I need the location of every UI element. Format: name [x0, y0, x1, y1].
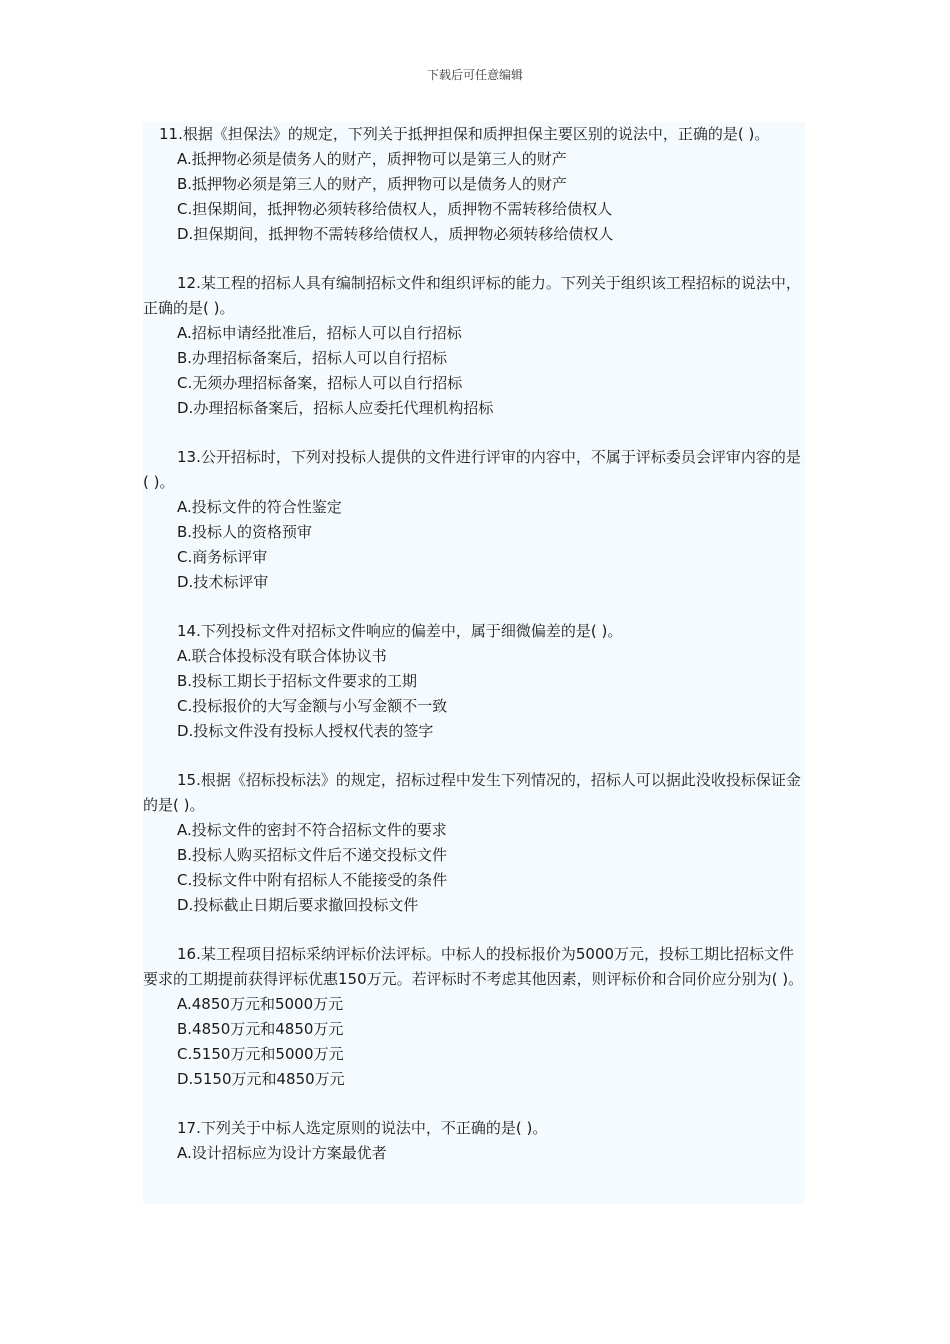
option-b: B.投标人购买招标文件后不递交投标文件 — [177, 846, 448, 864]
question-17 — [143, 1116, 805, 1166]
question-11 — [143, 122, 805, 247]
page-header: 下载后可任意编辑 — [426, 68, 523, 82]
option-a: A.设计招标应为设计方案最优者 — [177, 1144, 387, 1162]
option-list — [143, 147, 805, 247]
option-b: B.抵押物必须是第三人的财产，质押物可以是债务人的财产 — [177, 175, 568, 193]
option-a: A.投标文件的密封不符合招标文件的要求 — [177, 821, 447, 839]
option-d: D.5150万元和4850万元 — [177, 1070, 345, 1088]
question-stem: 11.根据《担保法》的规定，下列关于抵押担保和质押担保主要区别的说法中，正确的是( )。 — [159, 125, 770, 143]
question-stem: 15.根据《招标投标法》的规定，招标过程中发生下列情况的，招标人可以据此没收投标保证金的是( )。 — [143, 771, 801, 814]
option-list — [143, 1141, 805, 1166]
option-c: C.5150万元和5000万元 — [177, 1045, 344, 1063]
question-stem: 13.公开招标时，下列对投标人提供的文件进行评审的内容中，不属于评标委员会评审内容的是( )。 — [143, 448, 801, 491]
option-d: D.技术标评审 — [177, 573, 269, 591]
question-stem: 12.某工程的招标人具有编制招标文件和组织评标的能力。下列关于组织该工程招标的说法中，正确的是( )。 — [143, 274, 801, 317]
option-c: C.商务标评审 — [177, 548, 268, 566]
question-14 — [143, 619, 805, 744]
option-a: A.投标文件的符合性鉴定 — [177, 498, 342, 516]
option-a: A.抵押物必须是债务人的财产，质押物可以是第三人的财产 — [177, 150, 567, 168]
option-c: C.担保期间，抵押物必须转移给债权人，质押物不需转移给债权人 — [177, 200, 613, 218]
question-stem: 16.某工程项目招标采纳评标价法评标。中标人的投标报价为5000万元，投标工期比招标文件要求的工期提前获得评标优惠150万元。若评标时不考虑其他因素，则评标价和合同价应分别为( )。 — [143, 945, 804, 988]
option-a: A.招标申请经批准后，招标人可以自行招标 — [177, 324, 462, 342]
option-a: A.联合体投标没有联合体协议书 — [177, 647, 387, 665]
option-b: B.办理招标备案后，招标人可以自行招标 — [177, 349, 448, 367]
question-12 — [143, 271, 805, 421]
option-d: D.担保期间，抵押物不需转移给债权人，质押物必须转移给债权人 — [177, 225, 614, 243]
option-d: D.办理招标备案后，招标人应委托代理机构招标 — [177, 399, 494, 417]
question-stem: 17.下列关于中标人选定原则的说法中，不正确的是( )。 — [177, 1119, 548, 1137]
option-b: B.投标工期长于招标文件要求的工期 — [177, 672, 418, 690]
question-stem: 14.下列投标文件对招标文件响应的偏差中，属于细微偏差的是( )。 — [177, 622, 623, 640]
option-list — [143, 495, 805, 595]
document-body — [143, 122, 805, 1204]
option-d: D.投标文件没有投标人授权代表的签字 — [177, 722, 434, 740]
question-16 — [143, 942, 805, 1092]
option-b: B.4850万元和4850万元 — [177, 1020, 344, 1038]
option-b: B.投标人的资格预审 — [177, 523, 313, 541]
option-d: D.投标截止日期后要求撤回投标文件 — [177, 896, 419, 914]
option-list — [143, 818, 805, 918]
option-c: C.无须办理招标备案，招标人可以自行招标 — [177, 374, 463, 392]
question-13 — [143, 445, 805, 595]
option-list — [143, 644, 805, 744]
option-a: A.4850万元和5000万元 — [177, 995, 344, 1013]
option-c: C.投标报价的大写金额与小写金额不一致 — [177, 697, 448, 715]
question-15 — [143, 768, 805, 918]
option-list — [143, 992, 805, 1092]
option-c: C.投标文件中附有招标人不能接受的条件 — [177, 871, 448, 889]
option-list — [143, 321, 805, 421]
